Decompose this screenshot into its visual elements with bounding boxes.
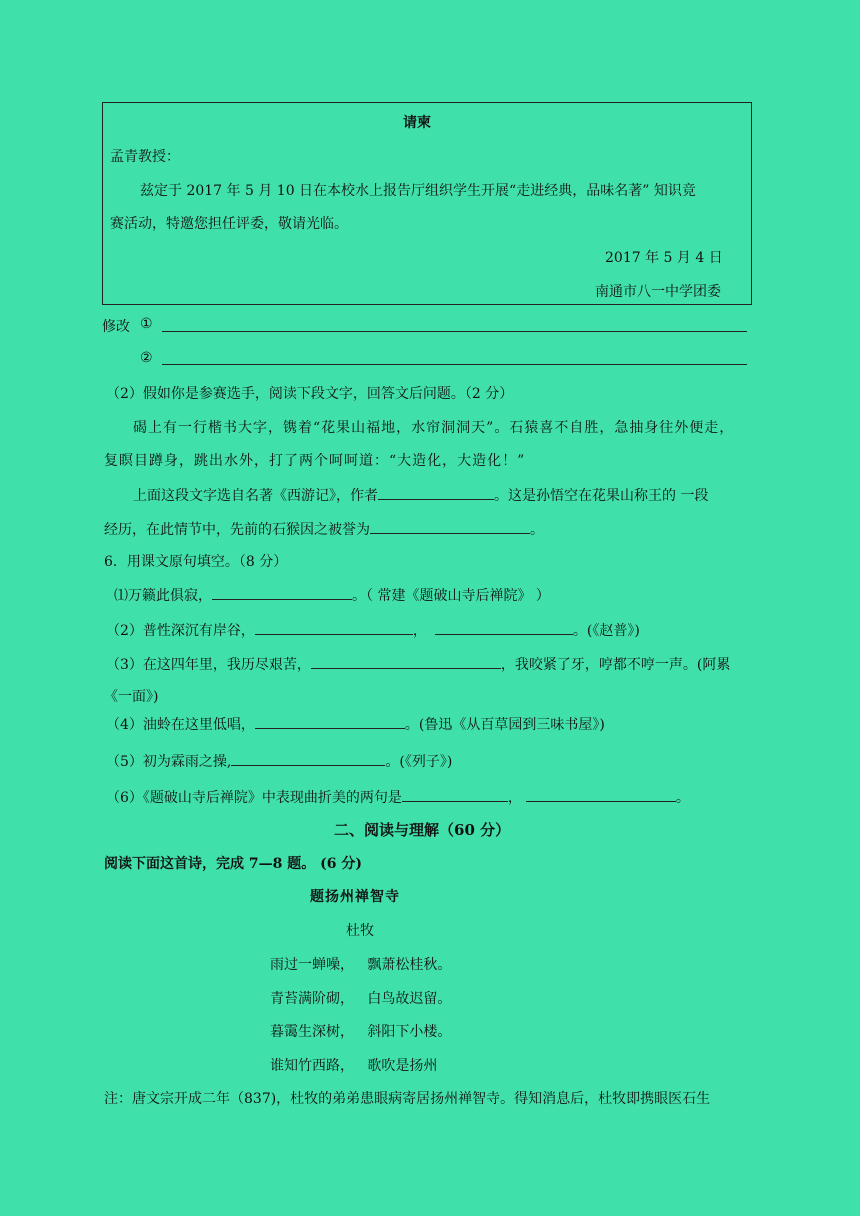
q6-line3-text-a: （3）在这四年里，我历尽艰苦， — [106, 657, 311, 673]
q2-title-blank[interactable] — [370, 519, 530, 534]
revise-answer-line1[interactable] — [162, 331, 747, 332]
q6-line3-continued: 《一面》) — [104, 689, 159, 705]
poem-line-4: 谁知竹西路， 歌吹是扬州 — [270, 1058, 438, 1074]
revise-item2: ② — [140, 350, 153, 366]
q6-line3-text-b: ，我咬紧了牙，哼都不哼一声。(阿累 — [500, 657, 731, 673]
q6-line4-text-b: 。(鲁迅《从百草园到三味书屋》) — [404, 717, 605, 733]
q6-line1-text-a: ⑴万籁此俱寂， — [114, 588, 212, 604]
poem-line-1: 雨过一蝉噪， 飘萧松桂秋。 — [270, 957, 452, 973]
q6-line2-text-c: 。(《赵普》) — [572, 623, 640, 639]
q2-prompt: （2）假如你是参赛选手，阅读下段文字，回答文后问题。（2 分） — [106, 386, 514, 402]
q6-line6-text-c: 。 — [675, 790, 690, 806]
q2-author-blank[interactable] — [378, 485, 494, 500]
revise-label: 修改 — [102, 319, 130, 335]
poem-author: 杜牧 — [346, 923, 374, 939]
q6-blank1[interactable] — [212, 585, 352, 600]
q6-line5-text-b: 。(《列子》) — [385, 754, 453, 770]
poem-note: 注：唐文宗开成二年（837)，杜牧的弟弟患眼病寄居扬州禅智寺。得知消息后，杜牧即携眼医石生 — [104, 1091, 711, 1107]
invitation-box — [102, 102, 752, 305]
q2-ask-line2 — [104, 519, 544, 539]
q6-line4 — [106, 714, 605, 734]
invitation-salutation: 孟青教授： — [110, 149, 180, 165]
q6-line1-text-b: 。（ 常建《题破山寺后禅院》 ） — [352, 588, 550, 604]
q6-line6 — [106, 787, 690, 807]
q6-blank4[interactable] — [255, 714, 405, 729]
invitation-body-line2: 赛活动，特邀您担任评委，敬请光临。 — [110, 216, 348, 232]
poem-line-2: 青苔满阶砌， 白鸟故迟留。 — [270, 991, 452, 1007]
q6-blank5[interactable] — [231, 751, 385, 766]
q6-line5 — [106, 751, 452, 771]
q6-line1 — [114, 585, 550, 605]
q6-prompt: 6．用课文原句填空。（8 分） — [104, 554, 288, 570]
q6-line4-text-a: （4）油蛉在这里低唱， — [106, 717, 255, 733]
q2-ask-line2-text-a: 经历，在此情节中，先前的石猴因之被誉为 — [104, 522, 370, 538]
q2-ask-line1-text-b: 。这是孙悟空在花果山称王的 一段 — [494, 488, 709, 504]
poem-title: 题扬州禅智寺 — [310, 889, 400, 905]
q6-line6-text-b: ， — [507, 790, 522, 806]
q6-blank6b[interactable] — [526, 787, 676, 802]
q6-line2-text-b: ， — [412, 623, 427, 639]
invitation-title: 请柬 — [403, 115, 431, 131]
q6-line3 — [106, 654, 730, 674]
q6-line2 — [106, 620, 640, 640]
q6-line2-text-a: （2）普性深沉有岸谷， — [106, 623, 255, 639]
invitation-date: 2017 年 5 月 4 日 — [605, 250, 723, 266]
q2-passage-line1: 碣上有一行楷书大字，镌着“花果山福地，水帘洞洞天”。石猿喜不自胜，急抽身往外便走， — [133, 420, 735, 436]
q6-line5-text-a: （5）初为霖雨之操, — [106, 754, 232, 770]
revise-item1: ① — [140, 316, 153, 332]
q6-blank6a[interactable] — [402, 787, 508, 802]
invitation-signature: 南通市八一中学团委 — [595, 284, 721, 300]
q2-ask-line2-text-b: 。 — [530, 522, 544, 538]
section2-instruction: 阅读下面这首诗，完成 7—8 题。 (6 分) — [104, 856, 362, 872]
q2-passage-line2: 复瞑目蹲身，跳出水外，打了两个呵呵道：“大造化，大造化！” — [104, 453, 526, 469]
q6-blank3[interactable] — [311, 654, 501, 669]
q6-blank2a[interactable] — [255, 620, 413, 635]
q2-ask-line1 — [133, 485, 708, 505]
section2-heading: 二、阅读与理解（60 分） — [334, 821, 511, 839]
invitation-body-line1: 兹定于 2017 年 5 月 10 日在本校水上报告厅组织学生开展“走进经典，品味名著” 知识竞 — [140, 183, 696, 199]
q6-line6-text-a: （6）《题破山寺后禅院》中表现曲折美的两句是 — [106, 790, 402, 806]
q2-ask-line1-text-a: 上面这段文字选自名著《西游记》，作者 — [133, 488, 378, 504]
poem-line-3: 暮霭生深树， 斜阳下小楼。 — [270, 1024, 452, 1040]
q6-blank2b[interactable] — [435, 620, 573, 635]
revise-answer-line2[interactable] — [162, 364, 747, 365]
